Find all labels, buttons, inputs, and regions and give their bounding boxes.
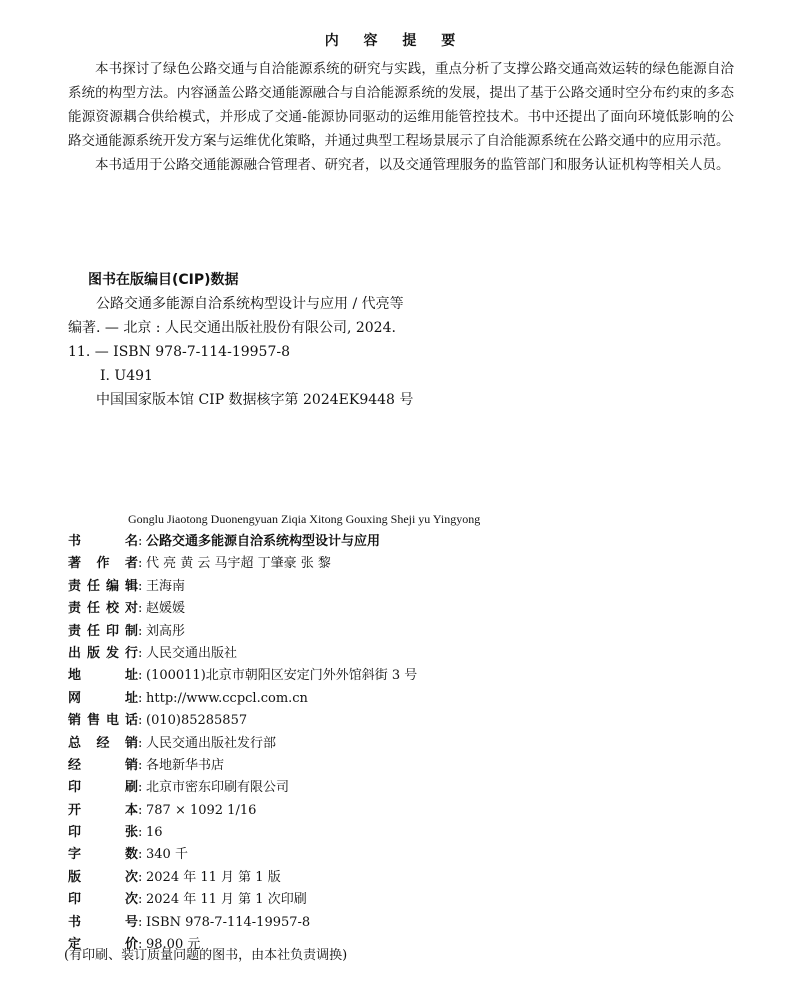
footnote: (有印刷、装订质量问题的图书，由本社负责调换)	[64, 948, 348, 963]
info-label: 经 销	[68, 757, 138, 773]
info-colon: :	[138, 534, 143, 549]
info-row-sheets	[68, 822, 668, 844]
info-value: 2024 年 11 月 第 1 次印刷	[146, 892, 307, 908]
info-colon: :	[138, 735, 143, 751]
info-row-title	[68, 531, 668, 553]
pinyin-title: Gonglu Jiaotong Duonengyuan Ziqia Xitong Gouxing Sheji yu Yingyong	[128, 512, 481, 526]
info-label: 地 址	[68, 668, 138, 684]
info-value: (100011)北京市朝阳区安定门外外馆斜街 3 号	[146, 668, 418, 684]
info-value: 98.00 元	[146, 937, 201, 953]
cip-line-3: 11. — ISBN 978-7-114-19957-8	[68, 344, 290, 360]
info-label: 书 号	[68, 914, 138, 930]
info-value: (010)85285857	[146, 713, 248, 729]
info-row-isbn	[68, 912, 668, 934]
info-value: 北京市密东印刷有限公司	[146, 780, 290, 796]
info-row-editor	[68, 576, 668, 598]
info-label: 印 刷	[68, 780, 138, 796]
info-colon: :	[138, 601, 143, 617]
info-value: 王海南	[146, 578, 186, 594]
info-value: 340 千	[146, 847, 188, 863]
info-colon: :	[138, 757, 143, 773]
info-value: 16	[146, 825, 163, 841]
info-value: http://www.ccpcl.com.cn	[146, 690, 308, 706]
info-colon: :	[138, 847, 143, 863]
info-colon: :	[138, 668, 143, 684]
info-value: 赵媛媛	[146, 601, 186, 617]
info-label: 网 址	[68, 690, 138, 706]
info-colon: :	[138, 869, 143, 885]
info-value: 各地新华书店	[146, 757, 225, 773]
info-label: 著 作 者	[68, 556, 138, 572]
info-label: 总 经 销	[68, 735, 138, 751]
info-row-print-manager	[68, 621, 668, 643]
info-row-publisher	[68, 643, 668, 665]
info-row-address	[68, 665, 668, 687]
info-label: 印 张	[68, 825, 138, 841]
info-label: 出版发行	[68, 645, 138, 661]
cip-line-2: 编著. — 北京 : 人民交通出版社股份有限公司, 2024.	[68, 320, 396, 336]
info-row-authors	[68, 553, 668, 575]
info-colon: :	[138, 578, 143, 594]
info-row-printing	[68, 889, 668, 911]
info-value: 787 × 1092 1/16	[146, 802, 257, 818]
info-label: 定 价	[68, 937, 138, 953]
cip-data-number: 中国国家版本馆 CIP 数据核字第 2024EK9448 号	[96, 392, 414, 408]
info-row-distributor	[68, 755, 668, 777]
info-label: 书 名	[68, 534, 138, 549]
info-value: 人民交通出版社	[146, 645, 238, 661]
info-value: 2024 年 11 月 第 1 版	[146, 869, 281, 885]
info-colon: :	[138, 713, 143, 729]
info-colon: :	[138, 914, 143, 930]
info-label: 销售电话	[68, 713, 138, 729]
info-colon: :	[138, 802, 143, 818]
info-label: 责任印制	[68, 623, 138, 639]
info-label: 责任校对	[68, 601, 138, 617]
info-value: ISBN 978-7-114-19957-8	[146, 914, 311, 930]
abstract-section	[68, 57, 734, 177]
info-colon: :	[138, 623, 143, 639]
info-label: 字 数	[68, 847, 138, 863]
info-label: 版 次	[68, 869, 138, 885]
info-row-word-count	[68, 844, 668, 866]
info-row-printer	[68, 777, 668, 799]
info-row-proofreader	[68, 598, 668, 620]
info-label: 印 次	[68, 892, 138, 908]
info-colon: :	[138, 825, 143, 841]
cip-heading: 图书在版编目(CIP)数据	[88, 272, 239, 288]
abstract-paragraph-2: 本书适用于公路交通能源融合管理者、研究者，以及交通管理服务的监管部门和服务认证机构等相关人员。	[95, 157, 730, 173]
info-value: 公路交通多能源自洽系统构型设计与应用	[146, 534, 381, 549]
abstract-title: 内 容 提 要	[324, 33, 466, 49]
publication-info	[68, 531, 668, 956]
info-colon: :	[138, 690, 143, 706]
info-row-website	[68, 688, 668, 710]
info-colon: :	[138, 645, 143, 661]
cip-classification: Ⅰ. U491	[100, 368, 153, 384]
info-colon: :	[138, 937, 143, 953]
abstract-paragraph-1: 本书探讨了绿色公路交通与自洽能源系统的研究与实践，重点分析了支撑公路交通高效运转的绿色能源自洽系统的构型方法。内容涵盖公路交通能源融合与自洽能源系统的发展，提出了基于公路交通时空分布约束的多态能源资源耦合供给模式，并形成了交通-能源协同驱动的运维用能管控技术。书中还提出了面向环境低影响的公路交通能源系统开发方案与运维优化策略，并通过典型工程场景展示了自洽能源系统在公路交通中的应用示范。	[68, 61, 734, 149]
info-value: 人民交通出版社发行部	[146, 735, 277, 751]
info-row-edition	[68, 867, 668, 889]
info-colon: :	[138, 892, 143, 908]
info-value: 代 亮 黄 云 马宇超 丁肇豪 张 黎	[146, 556, 331, 572]
cip-line-1: 公路交通多能源自洽系统构型设计与应用 / 代亮等	[96, 296, 404, 312]
info-row-general-distributor	[68, 733, 668, 755]
info-label: 责任编辑	[68, 578, 138, 594]
info-row-format	[68, 800, 668, 822]
info-colon: :	[138, 780, 143, 796]
info-row-sales-phone	[68, 710, 668, 732]
cip-section	[68, 268, 468, 412]
info-value: 刘高彤	[146, 623, 186, 639]
info-label: 开 本	[68, 802, 138, 818]
info-colon: :	[138, 556, 143, 572]
